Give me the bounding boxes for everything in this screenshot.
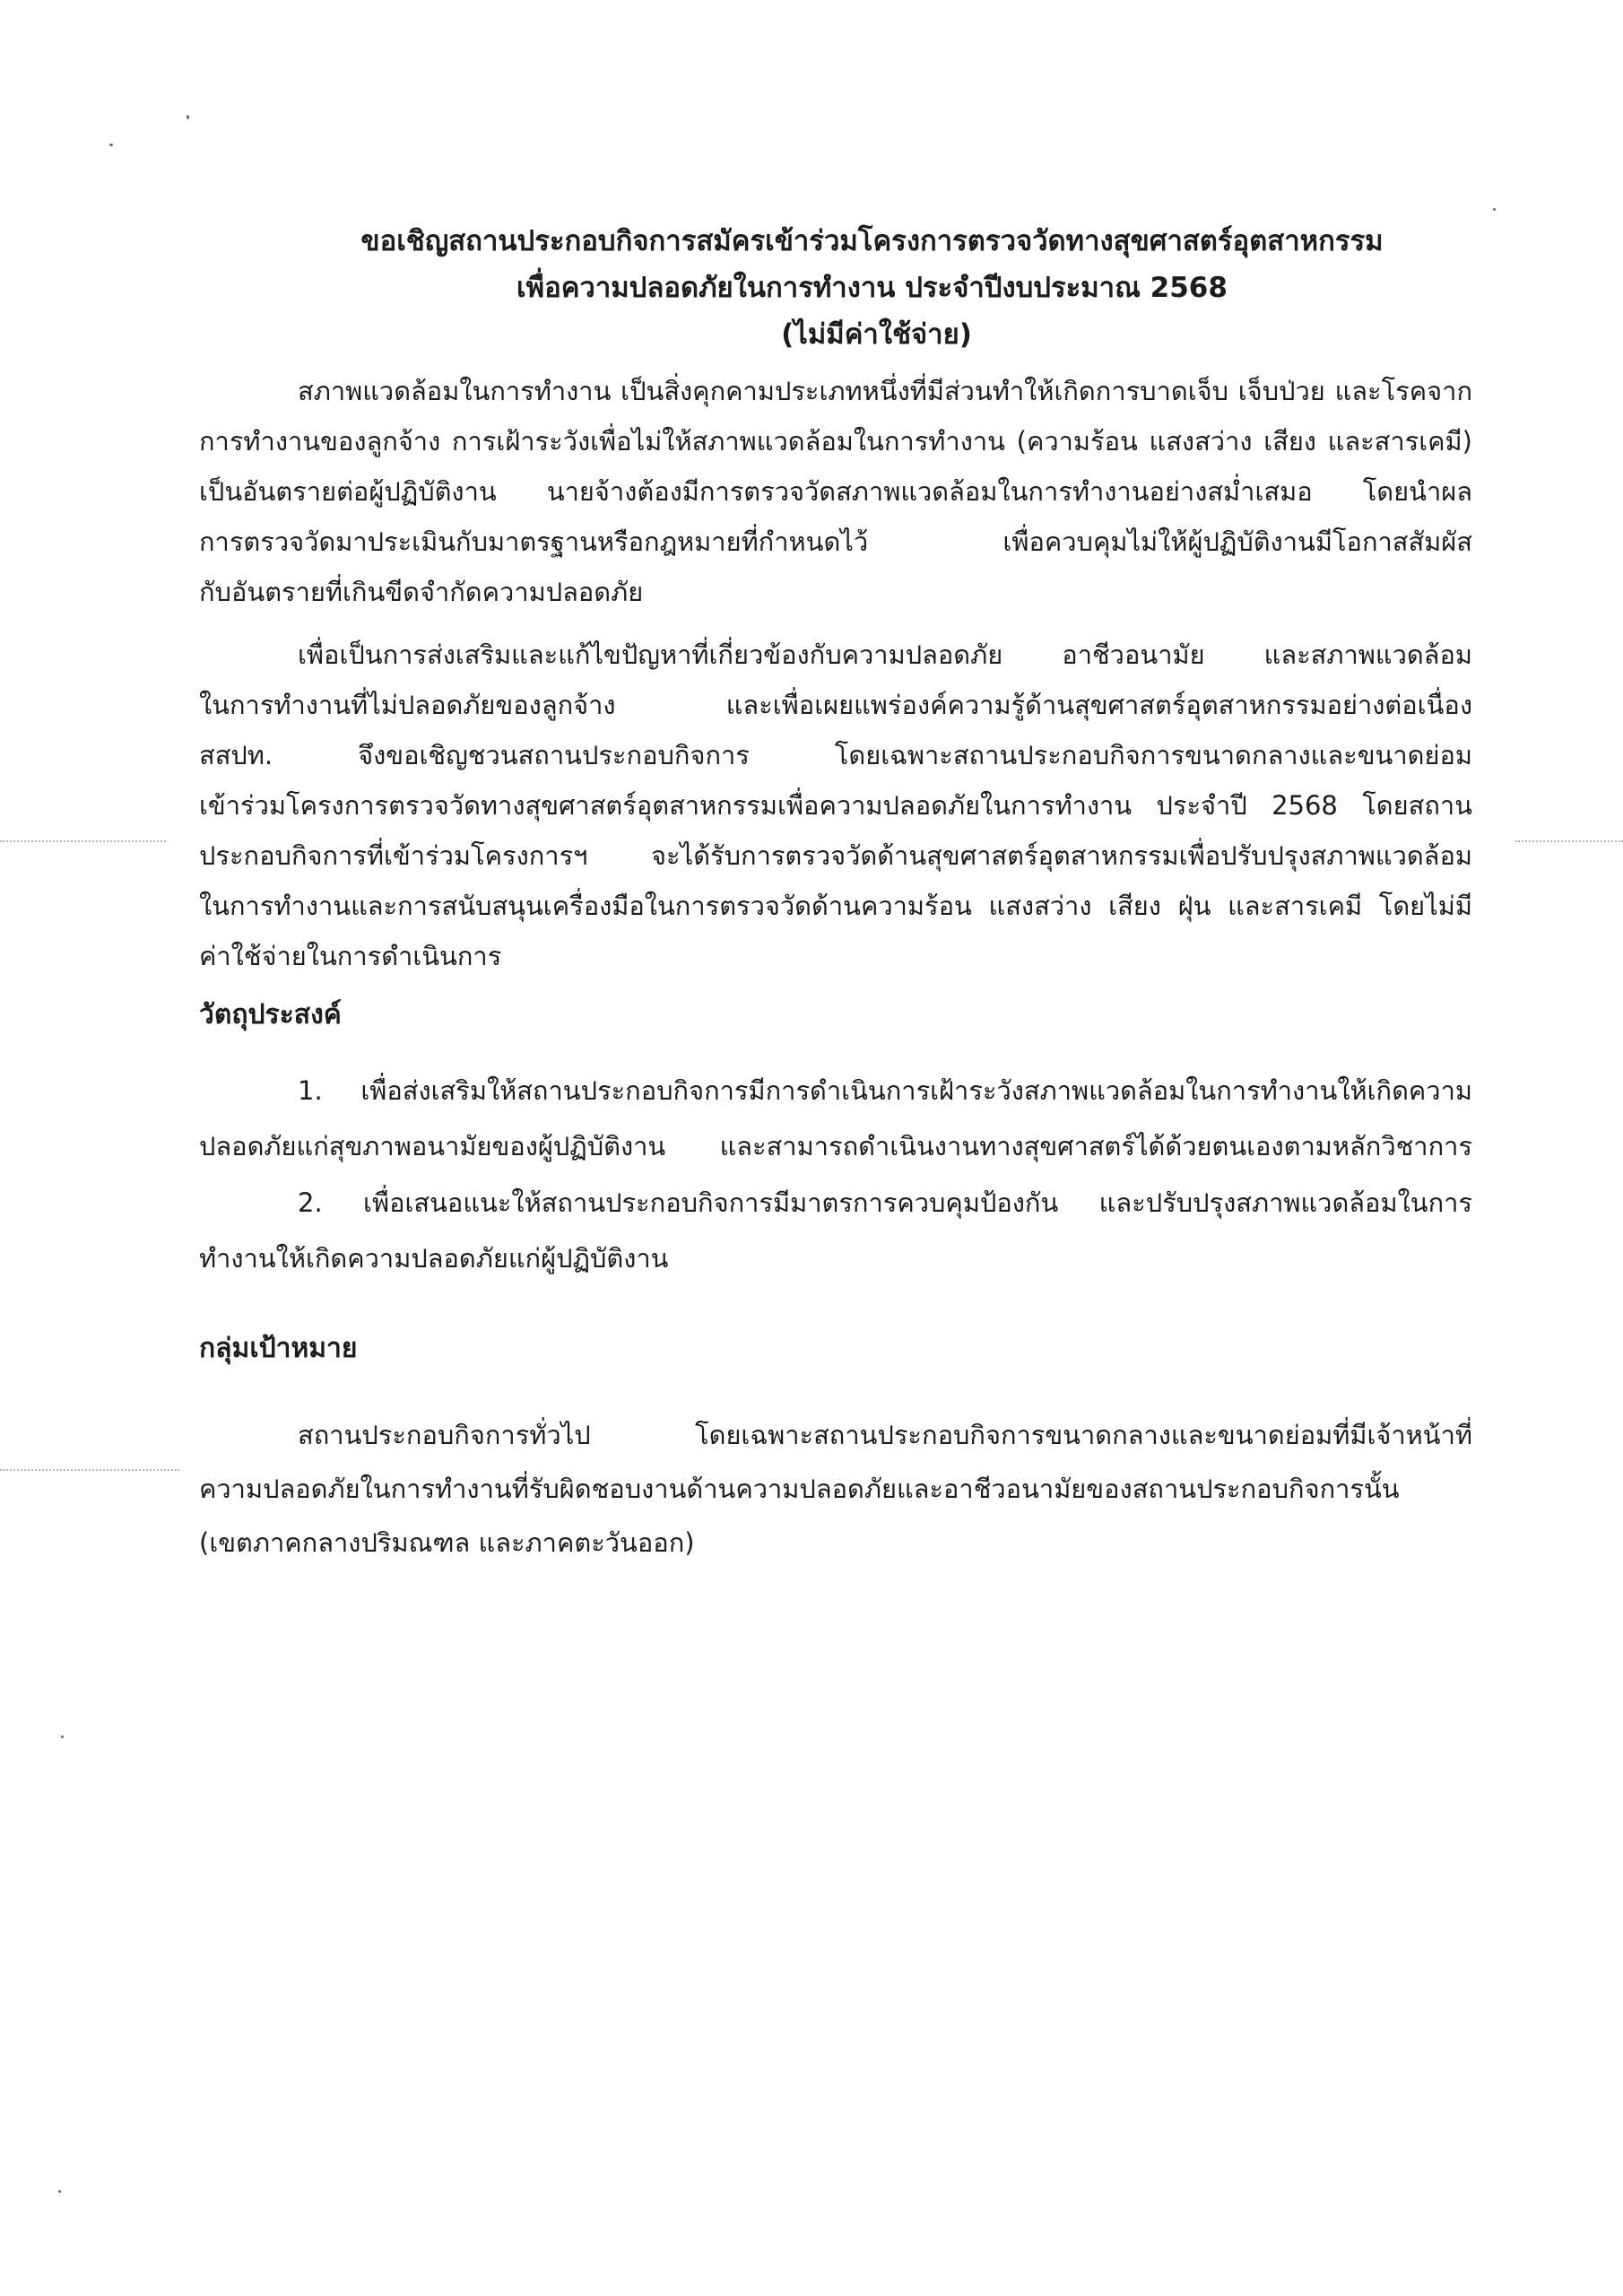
intro-line: สภาพแวดล้อมในการทำงาน เป็นสิ่งคุกคามประเภทหนึ่งที่มีส่วนทำให้เกิดการบาดเจ็บ เจ็บป่วย และโรคจาก: [298, 376, 1472, 406]
target-line: (เขตภาคกลางปริมณฑล และภาคตะวันออก): [199, 1527, 695, 1558]
scan-speck: [61, 1735, 64, 1738]
scan-fold-line: [0, 1469, 179, 1471]
scan-fold-line: [1515, 840, 1623, 842]
document-title: [0, 218, 1623, 358]
scan-speck: [187, 115, 189, 119]
target-line: สถานประกอบกิจการทั่วไป โดยเฉพาะสถานประกอบกิจการขนาดกลางและขนาดย่อมที่มีเจ้าหน้าที่: [298, 1420, 1472, 1450]
target-paragraph: [199, 1408, 1472, 1570]
scan-speck: [1493, 208, 1496, 211]
objective-item-2: [199, 1175, 1472, 1286]
target-line: ความปลอดภัยในการทำงานที่รับผิดชอบงานด้านความปลอดภัยและอาชีวอนามัยของสถานประกอบกิจการนั้น: [199, 1474, 1400, 1504]
target-heading: กลุ่มเป้าหมาย: [199, 1333, 358, 1364]
promotion-line: ในการทำงานที่ไม่ปลอดภัยของลูกจ้าง และเพื่อเผยแพร่องค์ความรู้ด้านสุขศาสตร์อุตสาหกรรมอย่างต่อเนื่อง: [199, 690, 1472, 720]
scan-speck: [58, 2190, 61, 2193]
promotion-line: ค่าใช้จ่ายในการดำเนินการ: [199, 941, 502, 971]
intro-paragraph: [199, 366, 1472, 617]
objective-line: ทำงานให้เกิดความปลอดภัยแก่ผู้ปฏิบัติงาน: [199, 1243, 669, 1274]
title-line-3: (ไม่มีค่าใช้จ่าย): [781, 318, 972, 351]
objective-line: ปลอดภัยแก่สุขภาพอนามัยของผู้ปฏิบัติงาน และสามารถดำเนินงานทางสุขศาสตร์ได้ด้วยตนเองตามหลักวิชาการ: [199, 1131, 1472, 1161]
title-line-2: เพื่อความปลอดภัยในการทำงาน ประจำปีงบประมาณ 2568: [516, 272, 1228, 304]
promotion-line: สสปท. จึงขอเชิญชวนสถานประกอบกิจการ โดยเฉพาะสถานประกอบกิจการขนาดกลางและขนาดย่อม: [199, 740, 1472, 770]
promotion-line: เข้าร่วมโครงการตรวจวัดทางสุขศาสตร์อุตสาหกรรมเพื่อความปลอดภัยในการทำงาน ประจำปี 2568 โดยสถาน: [199, 790, 1472, 821]
intro-line: เป็นอันตรายต่อผู้ปฏิบัติงาน นายจ้างต้องมีการตรวจวัดสภาพแวดล้อมในการทำงานอย่างสม่ำเสมอ โดยนำผล: [199, 476, 1472, 507]
scan-fold-line: [0, 840, 166, 842]
title-line-1: ขอเชิญสถานประกอบกิจการสมัครเข้าร่วมโครงการตรวจวัดทางสุขศาสตร์อุตสาหกรรม: [360, 225, 1384, 257]
promotion-line: เพื่อเป็นการส่งเสริมและแก้ไขปัญหาที่เกี่ยวข้องกับความปลอดภัย อาชีวอนามัย และสภาพแวดล้อม: [298, 639, 1472, 670]
objectives-heading: วัตถุประสงค์: [199, 999, 342, 1031]
promotion-line: ในการทำงานและการสนับสนุนเครื่องมือในการตรวจวัดด้านความร้อน แสงสว่าง เสียง ฝุ่น และสารเคมี โดยไม่มี: [199, 891, 1472, 921]
intro-line: การตรวจวัดมาประเมินกับมาตรฐานหรือกฎหมายที่กำหนดไว้ เพื่อควบคุมไม่ให้ผู้ปฏิบัติงานมีโอกาสสัมผัส: [199, 526, 1472, 557]
intro-line: กับอันตรายที่เกินขีดจำกัดความปลอดภัย: [199, 577, 644, 607]
objective-line: 1. เพื่อส่งเสริมให้สถานประกอบกิจการมีการดำเนินการเฝ้าระวังสภาพแวดล้อมในการทำงานให้เกิดความ: [298, 1075, 1472, 1106]
promotion-line: ประกอบกิจการที่เข้าร่วมโครงการฯ จะได้รับการตรวจวัดด้านสุขศาสตร์อุตสาหกรรมเพื่อปรับปรุงสภาพแวดล้อม: [199, 840, 1472, 871]
objective-line: 2. เพื่อเสนอแนะให้สถานประกอบกิจการมีมาตรการควบคุมป้องกัน และปรับปรุงสภาพแวดล้อมในการ: [298, 1187, 1472, 1218]
intro-line: การทำงานของลูกจ้าง การเฝ้าระวังเพื่อไม่ให้สภาพแวดล้อมในการทำงาน (ความร้อน แสงสว่าง เสียง และสารเคมี): [199, 426, 1472, 457]
objective-item-1: [199, 1063, 1472, 1174]
promotion-paragraph: [199, 630, 1472, 981]
scan-speck: [109, 144, 113, 146]
